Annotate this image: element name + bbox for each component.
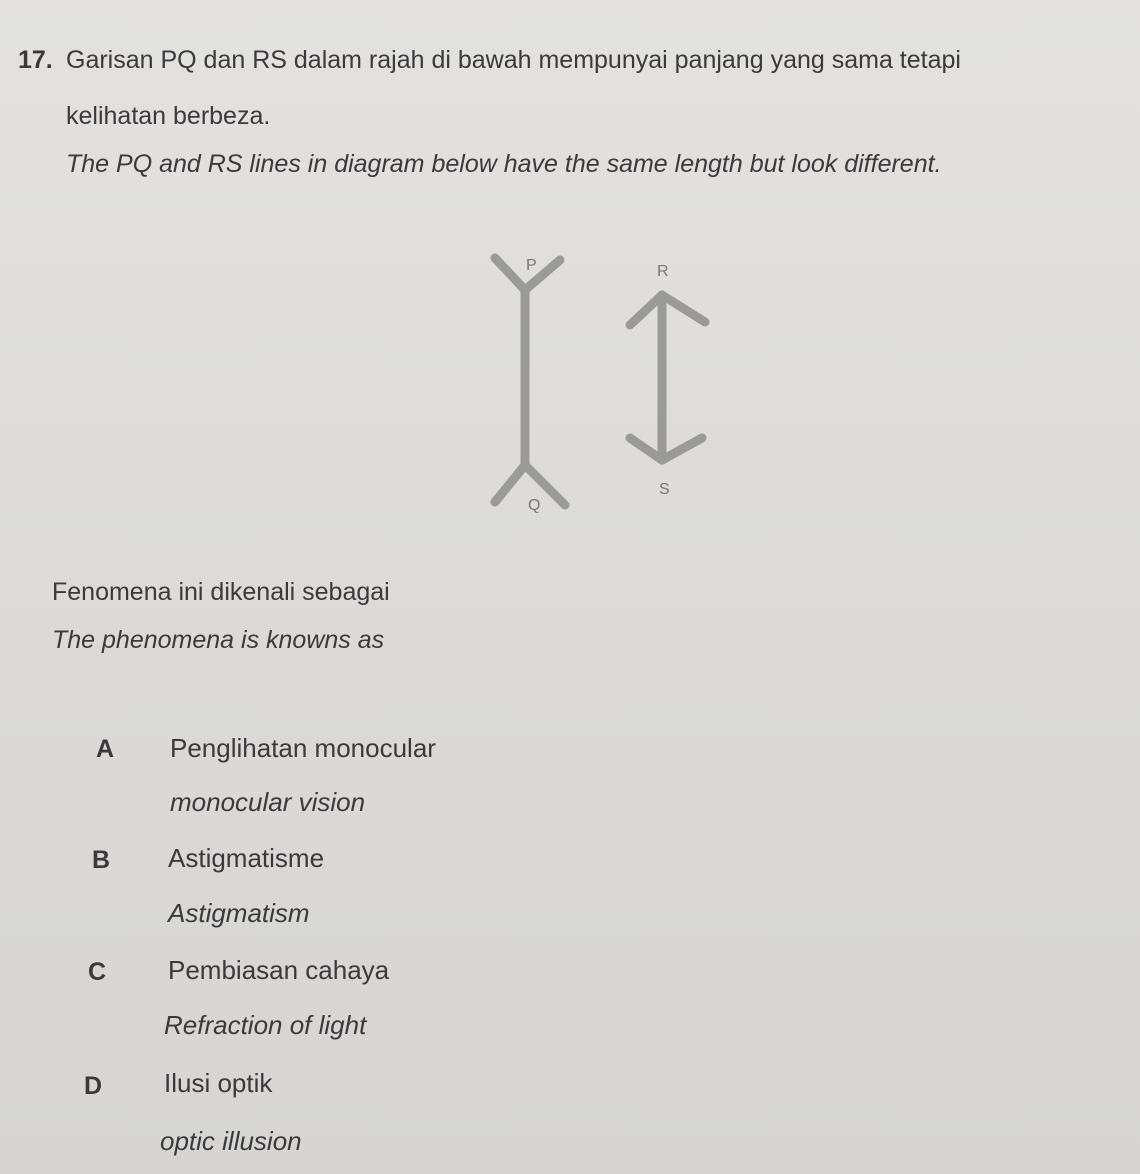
arrow-s-right <box>662 438 702 460</box>
prompt-english: The phenomena is knowns as <box>52 626 385 654</box>
question-stem-malay-line1: Garisan PQ dan RS dalam rajah di bawah mempunyai panjang yang sama tetapi <box>66 46 961 74</box>
option-c-malay: Pembiasan cahaya <box>168 955 390 985</box>
option-b-malay: Astigmatisme <box>168 843 325 873</box>
option-a-letter: A <box>96 735 115 763</box>
option-c-letter: C <box>88 958 107 986</box>
muller-lyer-diagram <box>470 240 730 530</box>
question-number: 17. <box>18 46 53 74</box>
label-q: Q <box>528 497 541 514</box>
option-b-letter: B <box>92 846 111 874</box>
option-d-english: optic illusion <box>160 1126 302 1156</box>
label-s: S <box>659 481 670 498</box>
arrow-r-right <box>662 295 705 322</box>
fin-q-left <box>495 465 525 502</box>
fin-p-left <box>495 258 525 290</box>
label-p: P <box>526 257 537 274</box>
arrow-s-left <box>630 438 662 460</box>
option-b-english: Astigmatism <box>168 898 310 928</box>
option-d-letter: D <box>84 1072 103 1100</box>
question-stem-malay-line2: kelihatan berbeza. <box>66 102 271 130</box>
label-r: R <box>657 263 669 280</box>
option-a-malay: Penglihatan monocular <box>170 733 436 763</box>
arrow-r-left <box>630 295 662 325</box>
option-a-english: monocular vision <box>170 787 366 817</box>
option-c-english: Refraction of light <box>164 1010 367 1040</box>
option-d-malay: Ilusi optik <box>164 1068 273 1098</box>
question-stem-english: The PQ and RS lines in diagram below have the same length but look different. <box>66 150 942 178</box>
prompt-malay: Fenomena ini dikenali sebagai <box>52 578 390 606</box>
